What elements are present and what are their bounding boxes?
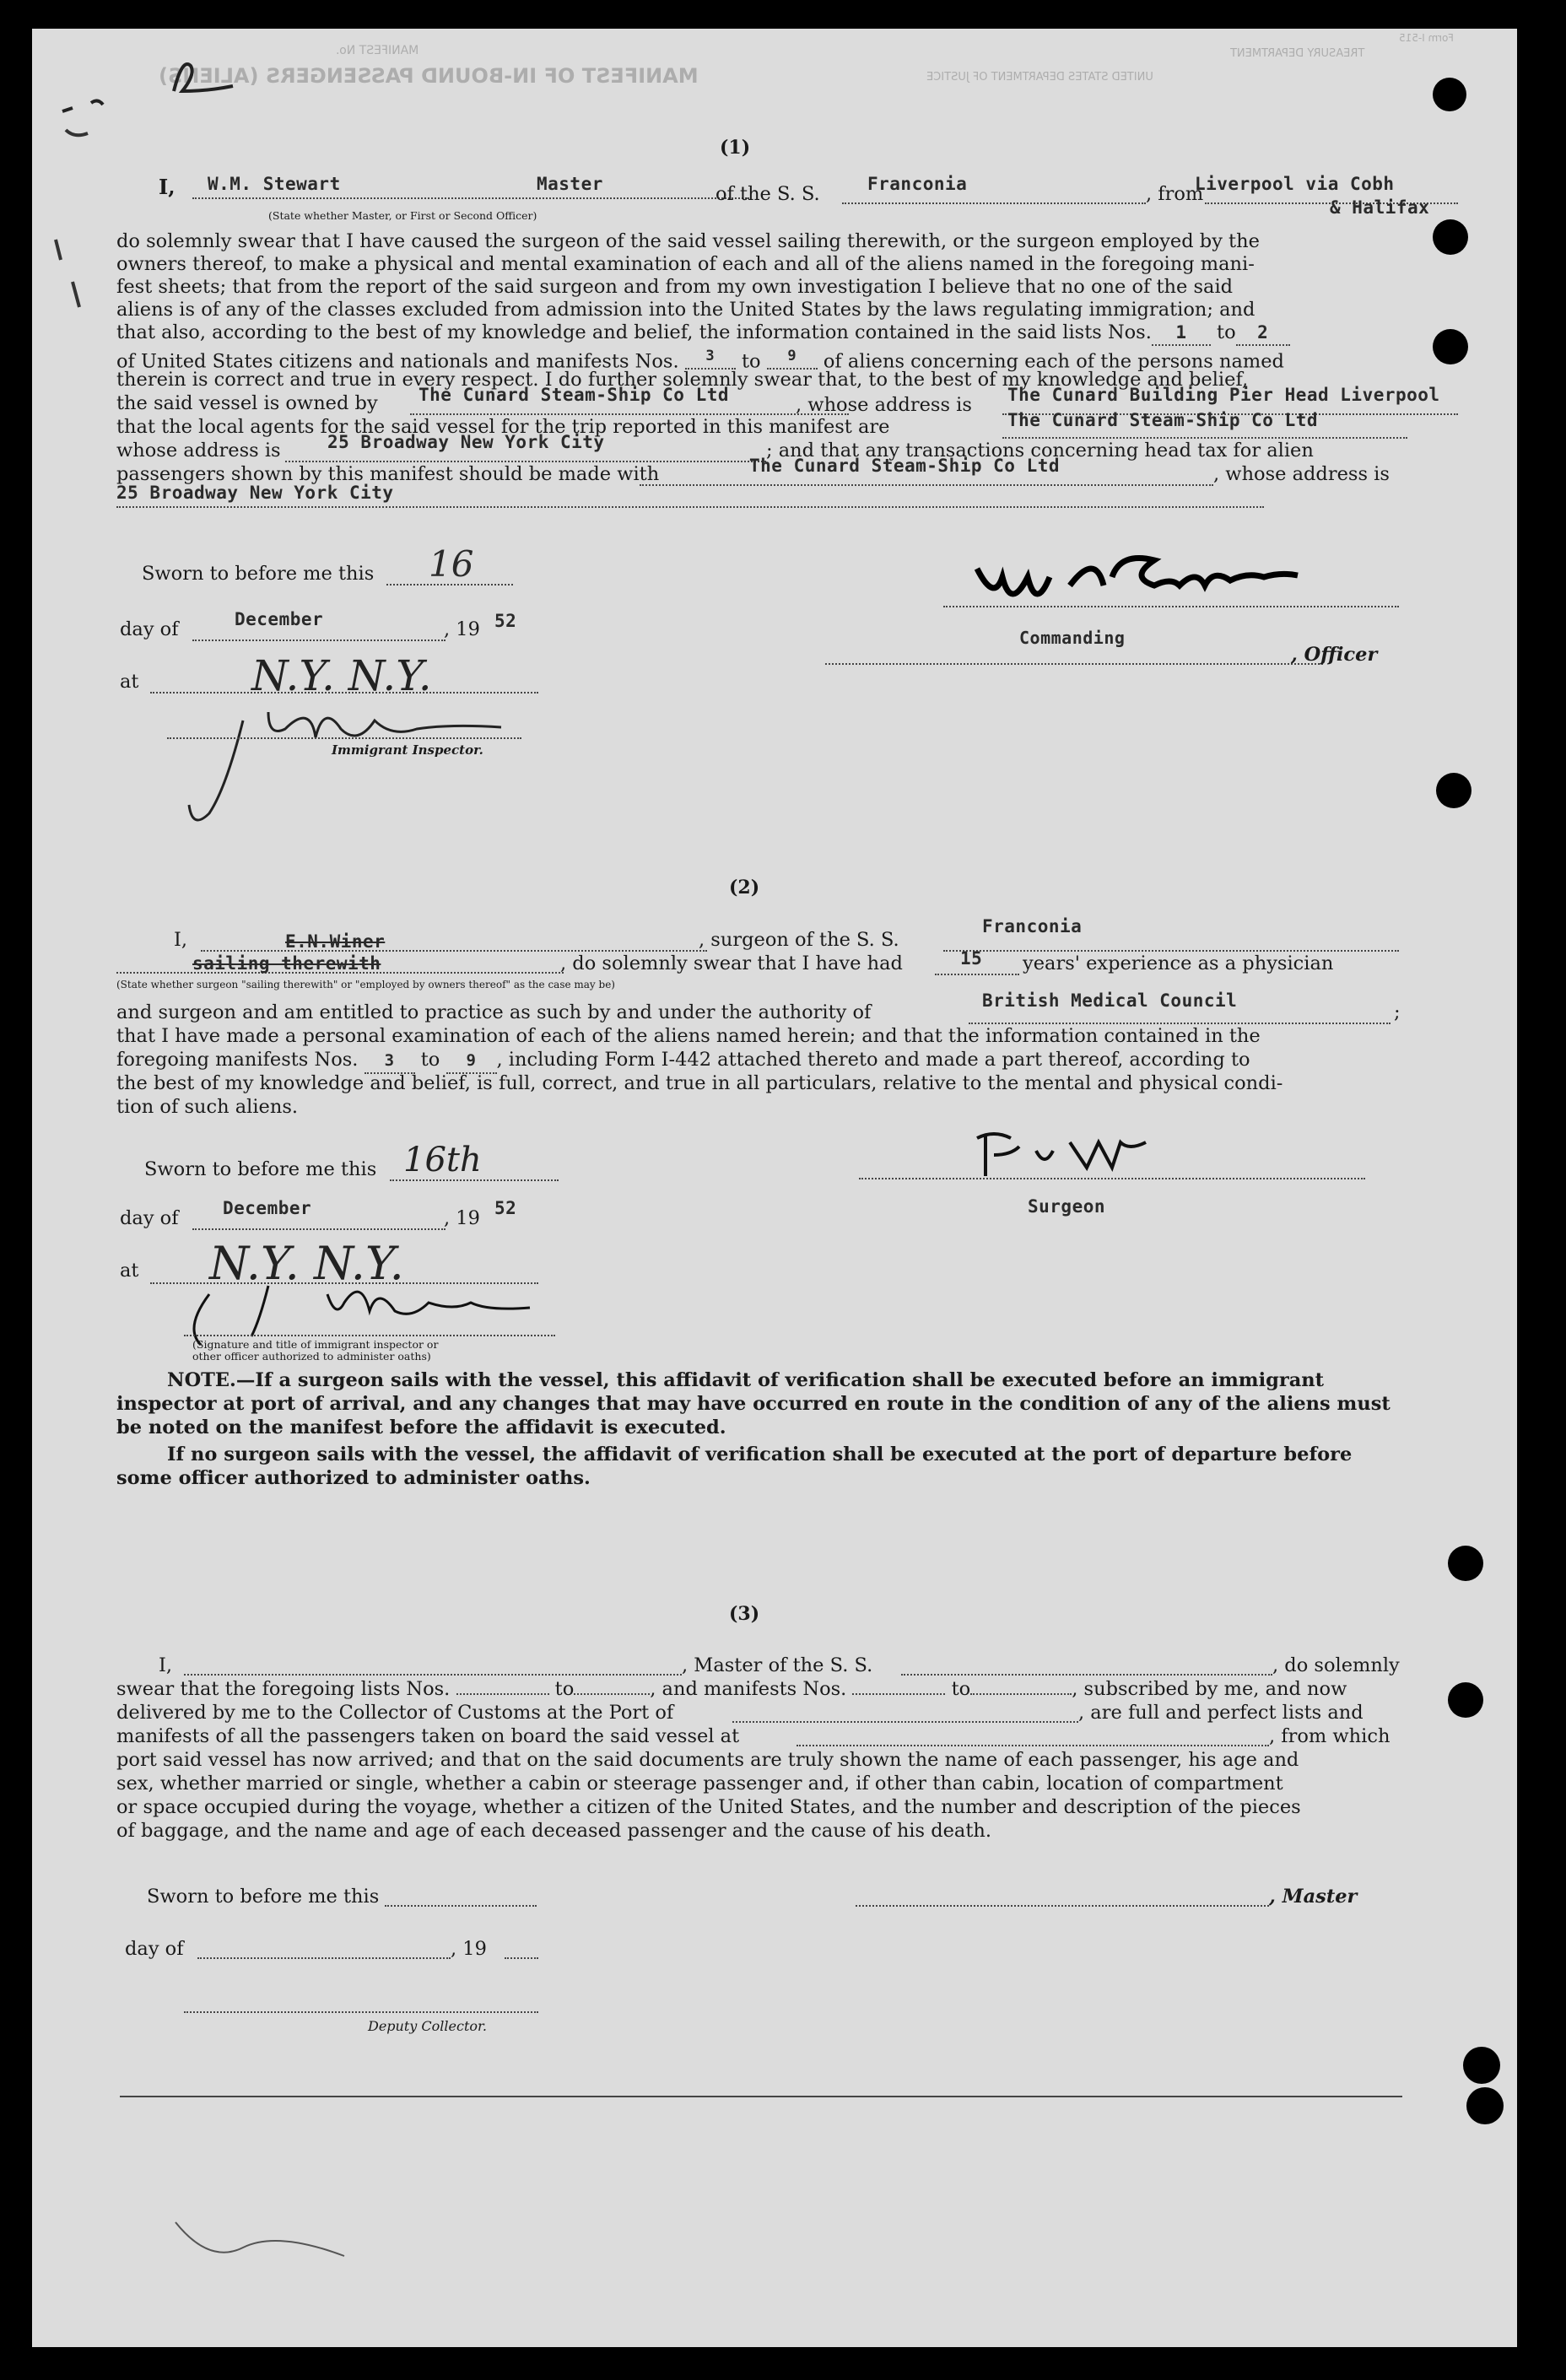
s1-para-line-4: aliens is of any of the classes excluded from admission into the United States by the laws regulating immigration; and — [116, 299, 1256, 321]
s3-sworn-day-line — [385, 1905, 537, 1907]
s2-surgeon-of-label: , surgeon of the S. S. — [699, 929, 899, 951]
s1-para-line-2: owners thereof, to make a physical and mental examination of each and all of the aliens named in the foregoing mani- — [116, 253, 1255, 275]
s1-headtax-line — [640, 484, 1213, 486]
s3-boarded-label: manifests of all the passengers taken on board the said vessel at — [116, 1725, 740, 1747]
section-2-number: (2) — [729, 877, 760, 899]
bleed-through-title: MANIFEST OF IN-BOUND PASSENGERS (ALIENS) — [159, 64, 699, 88]
s2-inspector-line — [184, 1335, 555, 1336]
s2-manifests-to: 9 — [446, 1049, 497, 1074]
bleed-through-manifest-no: MANIFEST No. — [336, 44, 419, 57]
s1-master-signature — [943, 535, 1348, 628]
s1-headtax: The Cunard Steam-Ship Co Ltd — [749, 456, 1061, 476]
s1-master-name: W.M. Stewart — [208, 174, 341, 194]
s2-sig-caption-2: other officer authorized to administer oaths) — [192, 1350, 431, 1363]
s2-month: December — [223, 1198, 312, 1218]
s2-inspector-signature — [159, 1277, 597, 1379]
s1-year: 52 — [494, 611, 517, 631]
s1-dayof-label: day of — [120, 618, 179, 640]
s1-inspector-signature — [176, 687, 564, 855]
s1-at-label: at — [120, 671, 139, 693]
s1-owner-address-label: , whose address is — [796, 394, 972, 416]
s2-month-line — [192, 1228, 446, 1230]
s3-master-label: , Master — [1269, 1886, 1358, 1908]
s3-lists-to-blank — [574, 1693, 650, 1695]
bleed-through-dept: TREASURY DEPARTMENT — [1230, 47, 1365, 60]
s3-deputy-line — [184, 2011, 538, 2013]
s2-line-6: the best of my knowledge and belief, is full, correct, and true in all particulars, relative to the mental and physical condi- — [116, 1072, 1283, 1094]
s2-sworn-day: 16th — [403, 1141, 482, 1179]
s1-para-line-3: fest sheets; that from the report of the said surgeon and from my own investigation I believe that no one of the said — [116, 276, 1234, 298]
s3-month-line — [197, 1957, 451, 1959]
s2-status: sailing therewith — [192, 953, 381, 974]
s1-commanding-line — [825, 663, 1323, 665]
s3-dayof-label: day of — [125, 1938, 184, 1960]
s2-authority-semicolon: ; — [1394, 1001, 1401, 1023]
s1-vessel-line — [842, 202, 1146, 204]
section-1-number: (1) — [720, 137, 751, 159]
bleed-through-usdept: UNITED STATES DEPARTMENT OF JUSTICE — [926, 71, 1153, 84]
s2-surgeon-signature — [943, 1117, 1213, 1185]
s1-master-sign-line — [943, 606, 1399, 607]
s1-agents-address: 25 Broadway New York City — [327, 432, 605, 452]
punch-hole — [1433, 219, 1468, 255]
s2-note-line-1: NOTE.—If a surgeon sails with the vessel, this affidavit of verification shall be executed before an immigrant — [167, 1369, 1325, 1391]
s3-vessel-line — [901, 1674, 1272, 1676]
s1-para-line-6: of United States citizens and nationals and manifests Nos. 3 to 9 of aliens concerning each of the persons named — [116, 344, 1284, 374]
s2-years-line — [935, 974, 1019, 975]
s2-experience-label: years' experience as a physician — [1023, 953, 1334, 974]
s2-line-4: that I have made a personal examination of each of the aliens named herein; and that the information contained in the — [116, 1025, 1261, 1047]
s2-authority-label: and surgeon and am entitled to practice as such by and under the authority of — [116, 1001, 872, 1023]
s2-status-caption: (State whether surgeon "sailing therewith" or "employed by owners thereof" as the case may be) — [116, 979, 615, 990]
s3-sworn-label: Sworn to before me this — [147, 1886, 380, 1908]
s1-officer-label: , Officer — [1291, 644, 1378, 666]
s2-sig-caption-1: (Signature and title of immigrant inspector or — [192, 1338, 439, 1351]
s2-manifests-from: 3 — [364, 1049, 415, 1074]
s2-i-label: I, — [174, 929, 188, 951]
s3-manifests-from-blank — [852, 1693, 945, 1695]
s3-line-2: swear that the foregoing lists Nos. to , and manifests Nos. to , subscribed by me, and now — [116, 1678, 1347, 1700]
s3-year-line — [505, 1957, 538, 1959]
s2-dayof-label: day of — [120, 1207, 179, 1229]
s2-note-label: NOTE. — [167, 1369, 236, 1391]
s3-line-5: port said vessel has now arrived; and that on the said documents are truly shown the name of each passenger, his age and — [116, 1749, 1299, 1771]
s2-note-line-4: If no surgeon sails with the vessel, the affidavit of verification shall be executed at the port of departure before — [167, 1444, 1353, 1465]
s3-boarded-line — [796, 1745, 1269, 1746]
manifest-page — [32, 29, 1517, 2347]
s1-agents-address-label: whose address is — [116, 440, 281, 461]
s2-year-prefix: , 19 — [444, 1207, 480, 1229]
s1-month: December — [235, 609, 324, 629]
s3-swear-label: , do solemnly — [1272, 1654, 1400, 1676]
bleed-through-form: Form I-515 — [1399, 32, 1454, 44]
s1-headtax-label: ; and that any transactions concerning head tax for alien — [766, 440, 1314, 461]
s1-sworn-label: Sworn to before me this — [142, 563, 375, 585]
s1-place: N.Y. N.Y. — [251, 651, 432, 700]
s1-vessel: Franconia — [867, 174, 968, 194]
section-3-number: (3) — [729, 1603, 760, 1625]
punch-hole — [1433, 329, 1468, 364]
s1-agents-label: that the local agents for the said vessel for the trip reported in this manifest are — [116, 416, 890, 438]
punch-hole — [1448, 1682, 1483, 1718]
punch-hole — [1433, 78, 1466, 111]
s1-year-prefix: , 19 — [444, 618, 480, 640]
s2-note-line-2: inspector at port of arrival, and any changes that may have occurred en route in the condition of any of the aliens must — [116, 1393, 1390, 1415]
s2-note-line-3: be noted on the manifest before the affidavit is executed. — [116, 1417, 726, 1438]
s2-surgeon-label: Surgeon — [1028, 1196, 1106, 1217]
s1-owner: The Cunard Steam-Ship Co Ltd — [418, 385, 730, 405]
s2-line-5: foregoing manifests Nos. 3 to 9 , including Form I-442 attached thereto and made a part thereof, according to — [116, 1048, 1250, 1074]
s1-manifests-to: 9 — [767, 344, 818, 370]
s3-boarded-tail: , from which — [1269, 1725, 1390, 1747]
s1-i-label: I, — [159, 175, 176, 199]
s1-port-2: & Halifax — [1330, 197, 1430, 218]
s1-lists-to: 2 — [1236, 321, 1290, 346]
s3-master-of-label: , Master of the S. S. — [682, 1654, 873, 1676]
s1-sworn-day: 16 — [429, 543, 474, 585]
s2-line-7: tion of such aliens. — [116, 1096, 299, 1118]
s2-vessel: Franconia — [982, 916, 1083, 936]
s1-owner-address: The Cunard Building Pier Head Liverpool — [1007, 385, 1440, 405]
punch-hole — [1463, 2047, 1500, 2084]
s2-note-line-5: some officer authorized to administer oaths. — [116, 1467, 591, 1489]
s1-from-label: , from — [1146, 183, 1204, 205]
s3-line-7: or space occupied during the voyage, whether a citizen of the United States, and the number and description of the pieces — [116, 1796, 1301, 1818]
s3-port-line — [732, 1721, 1078, 1723]
s1-rank-caption: (State whether Master, or First or Second Officer) — [268, 209, 537, 222]
s3-line-6: sex, whether married or single, whether a cabin or steerage passenger and, if other than cabin, location of compartment — [116, 1773, 1283, 1794]
s1-month-line — [192, 640, 446, 641]
s1-para-line-7: therein is correct and true in every respect. I do further solemnly swear that, to the best of my knowledge and belief, — [116, 369, 1249, 391]
s3-name-line — [184, 1674, 682, 1676]
s1-agents: The Cunard Steam-Ship Co Ltd — [1007, 410, 1319, 430]
s1-headtax-address-label: , whose address is — [1213, 463, 1390, 485]
s1-port: Liverpool via Cobh — [1195, 174, 1395, 194]
s2-swear-label: , do solemnly swear that I have had — [560, 953, 903, 974]
s1-headtax-address-line — [116, 506, 1264, 508]
s3-port-tail: , are full and perfect lists and — [1078, 1702, 1364, 1724]
s1-master-rank: Master — [537, 174, 603, 194]
s1-manifests-from: 3 — [685, 344, 736, 370]
punch-hole — [1448, 1546, 1483, 1581]
s1-headtax-address: 25 Broadway New York City — [116, 483, 394, 503]
s2-authority: British Medical Council — [982, 990, 1238, 1011]
bottom-rule — [120, 2096, 1402, 2097]
s1-inspector-caption: Immigrant Inspector. — [332, 742, 483, 758]
s1-lists-from: 1 — [1152, 321, 1211, 346]
punch-hole — [1436, 773, 1472, 808]
s3-year-prefix: , 19 — [451, 1938, 487, 1960]
s3-master-sign-line — [856, 1905, 1269, 1907]
s1-para-line-5: that also, according to the best of my knowledge and belief, the information contained in the said lists Nos. 1 to 2 — [116, 321, 1290, 346]
s3-manifests-to-blank — [970, 1693, 1072, 1695]
punch-hole — [1466, 2087, 1504, 2124]
s1-inspector-line — [167, 737, 521, 739]
s1-master-name-line — [192, 197, 749, 199]
s3-deputy-caption: Deputy Collector. — [368, 2018, 487, 2034]
s3-port-label: delivered by me to the Collector of Customs at the Port of — [116, 1702, 674, 1724]
s2-place: N.Y. N.Y. — [209, 1237, 404, 1290]
s3-lists-from-blank — [456, 1693, 549, 1695]
s1-commanding: Commanding — [1019, 628, 1126, 648]
s1-headtax-with-label: passengers shown by this manifest should be made with — [116, 463, 660, 485]
s2-sworn-label: Sworn to before me this — [144, 1158, 377, 1180]
s2-year: 52 — [494, 1198, 517, 1218]
bottom-scribble — [159, 2188, 361, 2273]
s1-para-line-1: do solemnly swear that I have caused the surgeon of the said vessel sailing therewith, or the surgeon employed by the — [116, 230, 1260, 252]
s2-at-label: at — [120, 1260, 139, 1282]
s2-years: 15 — [960, 948, 983, 969]
s3-i-label: I, — [159, 1654, 173, 1676]
s2-surgeon-name: E.N.Winer — [285, 931, 386, 952]
s3-line-8: of baggage, and the name and age of each deceased passenger and the cause of his death. — [116, 1820, 992, 1842]
s1-owner-label: the said vessel is owned by — [116, 392, 378, 414]
s2-sworn-day-line — [390, 1179, 559, 1181]
s1-of-ss-label: of the S. S. — [716, 183, 820, 205]
s2-surgeon-sign-line — [859, 1178, 1365, 1179]
